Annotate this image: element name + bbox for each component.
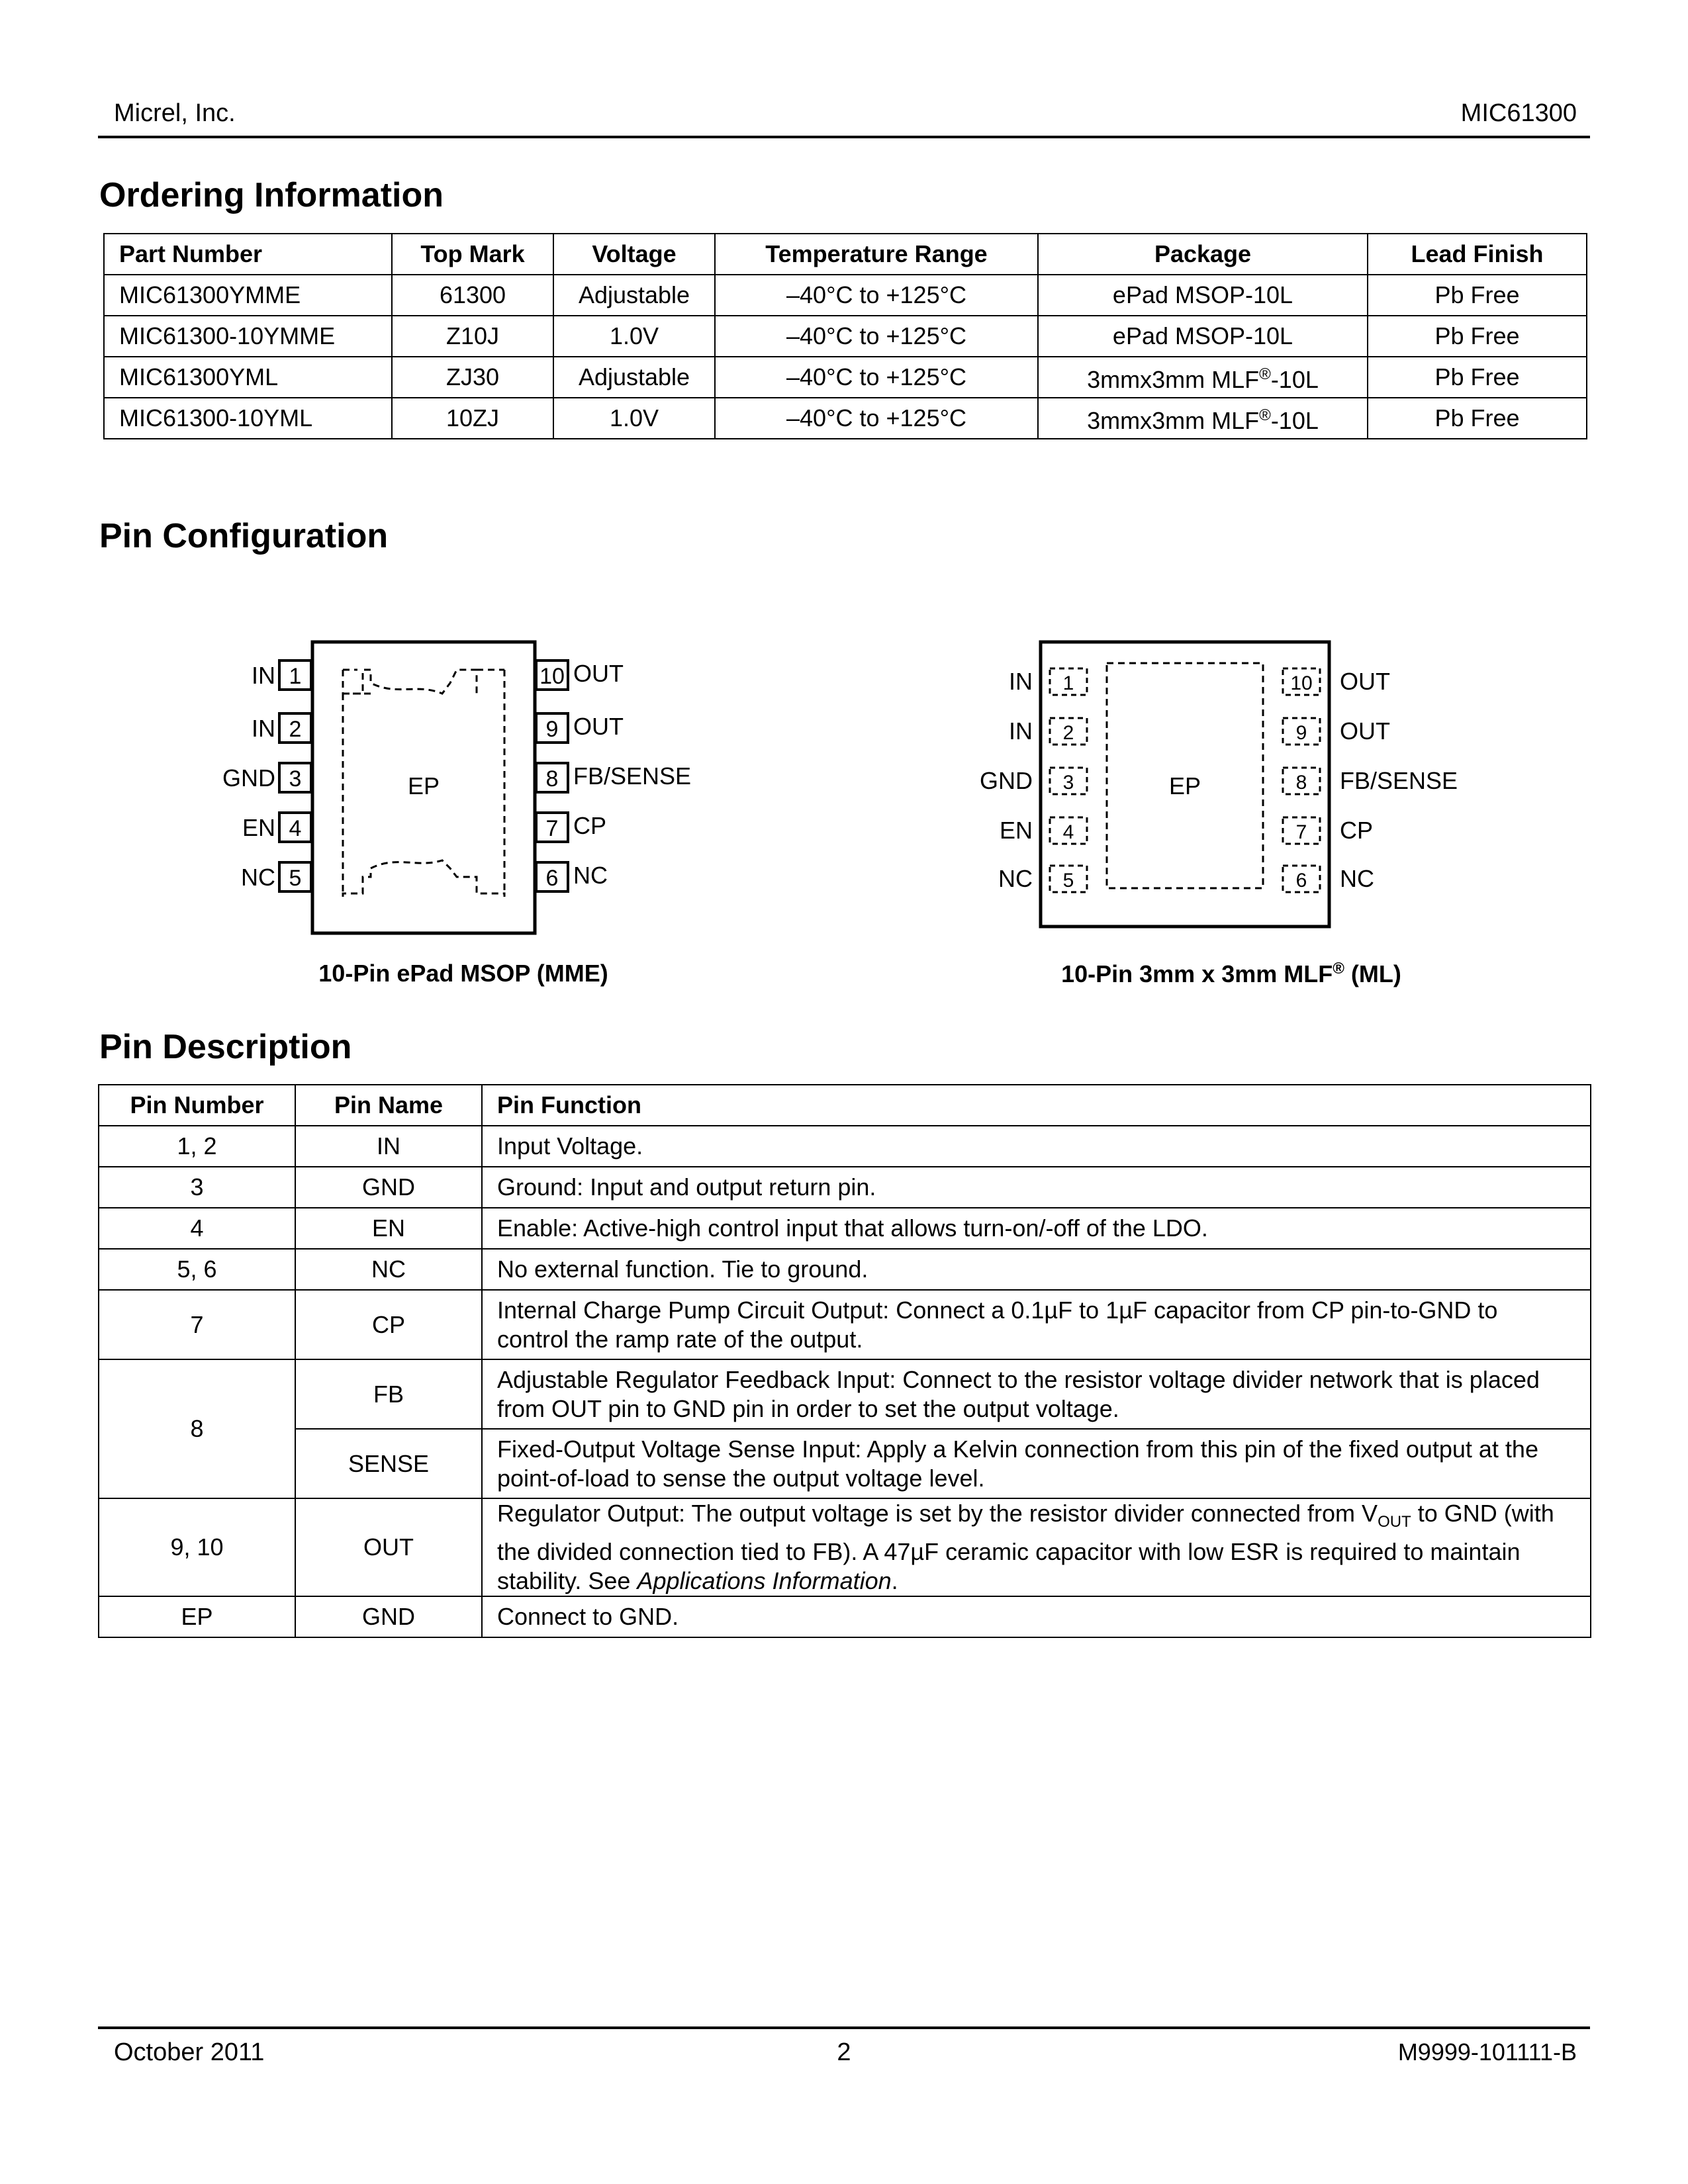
mlf-pin-name: GND bbox=[980, 767, 1033, 794]
msop-pin-number: 3 bbox=[289, 766, 302, 792]
mlf-pin-number: 3 bbox=[1062, 772, 1074, 794]
table-row bbox=[99, 1126, 1591, 1167]
col-package: Package bbox=[1038, 234, 1368, 275]
msop-pin-number: 10 bbox=[539, 664, 565, 689]
cell-voltage: Adjustable bbox=[553, 357, 715, 398]
cell-voltage: 1.0V bbox=[553, 316, 715, 357]
col-top-mark: Top Mark bbox=[392, 234, 553, 275]
cell-pin-name: GND bbox=[295, 1167, 482, 1208]
mlf-pin-name: NC bbox=[998, 865, 1033, 892]
cell-temp: –40°C to +125°C bbox=[715, 398, 1038, 439]
msop-pin-name: IN bbox=[252, 662, 275, 689]
msop-pin-name: IN bbox=[252, 715, 275, 742]
msop-pin-name: OUT bbox=[573, 660, 624, 687]
cell-finish: Pb Free bbox=[1368, 398, 1587, 439]
cell-pin-function: Enable: Active-high control input that allows turn-on/-off of the LDO. bbox=[482, 1208, 1591, 1249]
cell-package-text: ePad MSOP-10L bbox=[1112, 281, 1293, 308]
cell-package-suffix: -10L bbox=[1270, 366, 1319, 393]
footer-rule bbox=[98, 2026, 1590, 2029]
mlf-pin-name: OUT bbox=[1340, 717, 1390, 745]
footer-page-number: 2 bbox=[837, 2038, 851, 2066]
cell-pin-number: 3 bbox=[99, 1167, 295, 1208]
table-row bbox=[99, 1498, 1591, 1596]
cell-package-suffix: -10L bbox=[1270, 407, 1319, 434]
registered-mark: ® bbox=[1259, 365, 1271, 383]
table-row bbox=[104, 275, 1587, 316]
msop-pin-name: NC bbox=[241, 864, 275, 891]
cell-voltage: 1.0V bbox=[553, 398, 715, 439]
function-subscript: OUT bbox=[1378, 1513, 1411, 1531]
cell-package bbox=[1038, 398, 1368, 439]
cell-mark: ZJ30 bbox=[392, 357, 553, 398]
msop-pin-number: 2 bbox=[289, 717, 302, 742]
cell-pin-number: 4 bbox=[99, 1208, 295, 1249]
col-part-number: Part Number bbox=[104, 234, 392, 275]
cell-pin-name: GND bbox=[295, 1596, 482, 1637]
msop-ep-bottom-outline bbox=[343, 860, 504, 897]
mlf-pin-name: NC bbox=[1340, 865, 1374, 892]
mlf-ep-label: EP bbox=[1168, 772, 1201, 799]
cell-pin-number: 8 bbox=[99, 1359, 295, 1498]
mlf-pin-number: 2 bbox=[1062, 722, 1074, 744]
cell-pin-number: 5, 6 bbox=[99, 1249, 295, 1290]
mlf-caption-text: 10-Pin 3mm x 3mm MLF bbox=[1061, 960, 1333, 987]
cell-pin-name: OUT bbox=[295, 1498, 482, 1596]
header-part-number: MIC61300 bbox=[1460, 99, 1577, 127]
mlf-pin-name: EN bbox=[999, 817, 1033, 844]
cell-pin-function: No external function. Tie to ground. bbox=[482, 1249, 1591, 1290]
cell-package-text: ePad MSOP-10L bbox=[1112, 322, 1293, 349]
cell-pin-function: Connect to GND. bbox=[482, 1596, 1591, 1637]
cell-pin-function: Adjustable Regulator Feedback Input: Connect to the resistor voltage divider network that is placed from OUT pin to GND pin in order to set the output voltage. bbox=[482, 1359, 1591, 1429]
cell-mark: Z10J bbox=[392, 316, 553, 357]
table-row bbox=[99, 1429, 1591, 1498]
table-row bbox=[99, 1359, 1591, 1429]
cell-pin-name: NC bbox=[295, 1249, 482, 1290]
pinconfig-title: Pin Configuration bbox=[99, 517, 389, 555]
function-text: . bbox=[891, 1567, 898, 1594]
cell-pin-function: Ground: Input and output return pin. bbox=[482, 1167, 1591, 1208]
cell-part: MIC61300-10YMME bbox=[104, 316, 392, 357]
cell-mark: 61300 bbox=[392, 275, 553, 316]
mlf-pin-name: IN bbox=[1009, 668, 1033, 695]
cell-mark: 10ZJ bbox=[392, 398, 553, 439]
msop-pin-number: 5 bbox=[289, 866, 302, 891]
cell-pin-number: 1, 2 bbox=[99, 1126, 295, 1167]
function-text: Regulator Output: The output voltage is set by the resistor divider connected from V bbox=[497, 1500, 1378, 1527]
cell-temp: –40°C to +125°C bbox=[715, 357, 1038, 398]
cell-pin-function bbox=[482, 1498, 1591, 1596]
msop-pin-name: GND bbox=[222, 764, 275, 792]
table-row bbox=[99, 1249, 1591, 1290]
cell-pin-function: Input Voltage. bbox=[482, 1126, 1591, 1167]
cell-pin-name: FB bbox=[295, 1359, 482, 1429]
mlf-pin-number: 9 bbox=[1295, 722, 1307, 744]
msop-caption: 10-Pin ePad MSOP (MME) bbox=[318, 960, 608, 987]
cell-part: MIC61300-10YML bbox=[104, 398, 392, 439]
ordering-title: Ordering Information bbox=[99, 176, 444, 214]
cell-package-text: 3mmx3mm MLF bbox=[1087, 366, 1260, 393]
cell-pin-number: EP bbox=[99, 1596, 295, 1637]
msop-ep-top-outline bbox=[343, 670, 477, 694]
mlf-pin-number: 6 bbox=[1295, 870, 1307, 891]
mlf-pin-number: 4 bbox=[1062, 821, 1074, 843]
pin-description-table bbox=[98, 1084, 1591, 1638]
cell-pin-function: Fixed-Output Voltage Sense Input: Apply a Kelvin connection from this pin of the fixed output at the point-of-load to sense the output voltage level. bbox=[482, 1429, 1591, 1498]
msop-pin-name: EN bbox=[242, 814, 275, 841]
cell-pin-number: 9, 10 bbox=[99, 1498, 295, 1596]
col-pin-name: Pin Name bbox=[295, 1085, 482, 1126]
mlf-pin-name: CP bbox=[1340, 817, 1374, 844]
col-pin-number: Pin Number bbox=[99, 1085, 295, 1126]
msop-pin-name: FB/SENSE bbox=[573, 762, 692, 790]
msop-ep-label: EP bbox=[407, 772, 440, 799]
table-row bbox=[99, 1208, 1591, 1249]
pindesc-title: Pin Description bbox=[99, 1028, 352, 1066]
mlf-pin-number: 7 bbox=[1295, 821, 1307, 843]
mlf-package-diagram bbox=[940, 622, 1523, 946]
footer-document-number: M9999-101111-B bbox=[1397, 2038, 1577, 2066]
cell-pin-number: 7 bbox=[99, 1290, 295, 1359]
mlf-pin-name: IN bbox=[1009, 717, 1033, 745]
mlf-pin-number: 10 bbox=[1290, 672, 1313, 694]
table-row bbox=[104, 316, 1587, 357]
msop-pin-number: 1 bbox=[289, 664, 302, 689]
cell-package bbox=[1038, 275, 1368, 316]
cell-voltage: Adjustable bbox=[553, 275, 715, 316]
cell-package bbox=[1038, 357, 1368, 398]
mlf-caption-suffix: (ML) bbox=[1344, 960, 1401, 987]
table-row bbox=[99, 1167, 1591, 1208]
mlf-pin-name: OUT bbox=[1340, 668, 1390, 695]
ordering-header-row bbox=[104, 234, 1587, 275]
cell-pin-name: EN bbox=[295, 1208, 482, 1249]
col-voltage: Voltage bbox=[553, 234, 715, 275]
msop-pin-name: OUT bbox=[573, 713, 624, 740]
registered-mark: ® bbox=[1259, 406, 1271, 424]
mlf-pin-number: 5 bbox=[1062, 870, 1074, 891]
col-lead-finish: Lead Finish bbox=[1368, 234, 1587, 275]
function-reference: Applications Information bbox=[637, 1567, 892, 1594]
function-text: to GND (with the divided connection tied to FB). A 47µF ceramic capacitor with low ESR is required to maintain stability. See bbox=[497, 1500, 1554, 1594]
cell-temp: –40°C to +125°C bbox=[715, 316, 1038, 357]
mlf-pin-name: FB/SENSE bbox=[1340, 767, 1458, 794]
header-rule bbox=[98, 136, 1590, 138]
table-row bbox=[104, 398, 1587, 439]
msop-pins bbox=[222, 660, 691, 891]
table-row bbox=[104, 357, 1587, 398]
mlf-caption bbox=[940, 960, 1523, 988]
cell-pin-function: Internal Charge Pump Circuit Output: Connect a 0.1µF to 1µF capacitor from CP pin-to-GND to control the ramp rate of the output. bbox=[482, 1290, 1591, 1359]
cell-package-text: 3mmx3mm MLF bbox=[1087, 407, 1260, 434]
msop-pin-number: 4 bbox=[289, 816, 302, 841]
cell-pin-name: CP bbox=[295, 1290, 482, 1359]
ordering-table bbox=[103, 233, 1587, 439]
cell-finish: Pb Free bbox=[1368, 357, 1587, 398]
mlf-pin-number: 8 bbox=[1295, 772, 1307, 794]
msop-pin-number: 9 bbox=[545, 717, 559, 742]
table-row bbox=[99, 1290, 1591, 1359]
msop-pin-name: NC bbox=[573, 862, 608, 889]
col-pin-function: Pin Function bbox=[482, 1085, 1591, 1126]
msop-pin-number: 6 bbox=[545, 866, 559, 891]
cell-finish: Pb Free bbox=[1368, 316, 1587, 357]
msop-pin-name: CP bbox=[573, 812, 607, 839]
cell-package bbox=[1038, 316, 1368, 357]
msop-pin-number: 8 bbox=[545, 766, 559, 792]
col-temperature-range: Temperature Range bbox=[715, 234, 1038, 275]
cell-temp: –40°C to +125°C bbox=[715, 275, 1038, 316]
pindesc-header-row bbox=[99, 1085, 1591, 1126]
cell-pin-name: IN bbox=[295, 1126, 482, 1167]
registered-mark: ® bbox=[1333, 960, 1344, 978]
msop-pin-number: 7 bbox=[545, 816, 559, 841]
table-row bbox=[99, 1596, 1591, 1637]
mlf-pin-number: 1 bbox=[1062, 672, 1074, 694]
header-company: Micrel, Inc. bbox=[114, 99, 236, 127]
mlf-pins bbox=[980, 668, 1458, 892]
cell-finish: Pb Free bbox=[1368, 275, 1587, 316]
footer-date: October 2011 bbox=[114, 2038, 265, 2066]
msop-package-diagram bbox=[199, 622, 728, 946]
cell-pin-name: SENSE bbox=[295, 1429, 482, 1498]
cell-part: MIC61300YML bbox=[104, 357, 392, 398]
cell-part: MIC61300YMME bbox=[104, 275, 392, 316]
